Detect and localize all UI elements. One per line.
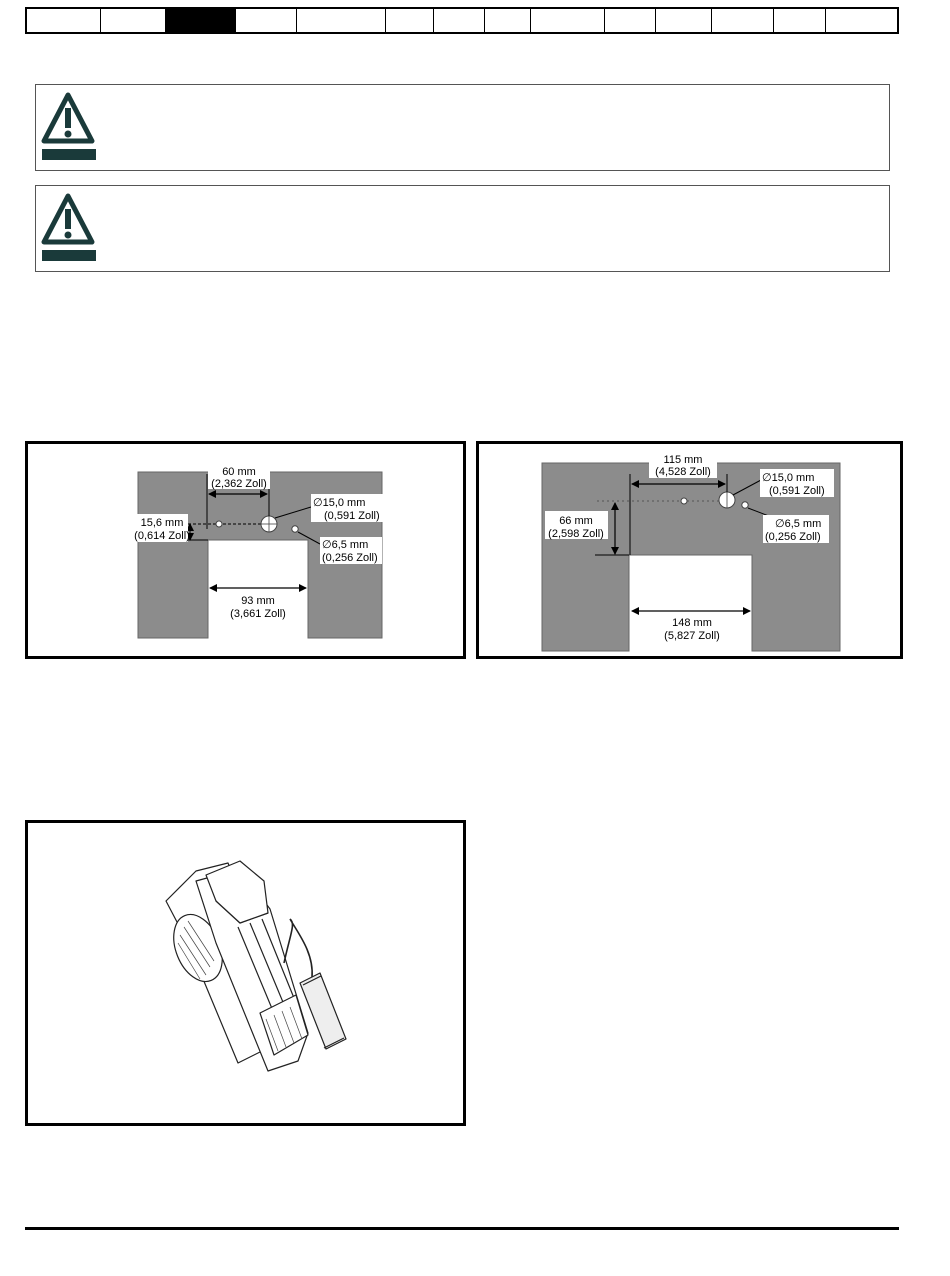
footer-divider [25,1227,899,1230]
warning-box [35,84,890,171]
nav-tab[interactable] [531,9,605,32]
dim-label: (0,256 Zoll) [765,531,821,543]
warning-triangle-icon [40,89,96,165]
small-hole [216,521,222,527]
nav-tab[interactable] [434,9,485,32]
mounting-dimensions-figure-2 [476,441,903,659]
dim-label: (3,661 Zoll) [230,608,286,620]
dim-label: (2,362 Zoll) [211,478,267,490]
dim-label: 15,6 mm [140,517,184,529]
dim-label: (2,598 Zoll) [548,528,604,540]
nav-tab[interactable] [485,9,531,32]
nav-tab[interactable] [27,9,101,32]
warning-triangle-icon [40,190,96,266]
nav-tab[interactable] [712,9,774,32]
dim-label: (4,528 Zoll) [655,466,711,478]
dim-label: (0,591 Zoll) [769,485,825,497]
nav-tab[interactable] [826,9,897,32]
chapter-navigation-bar [25,7,899,34]
warning-box [35,185,890,272]
nav-tab[interactable] [774,9,826,32]
drive-with-braking-resistor-illustration [28,823,463,1123]
dim-label: (0,614 Zoll) [134,530,190,542]
dim-label: (5,827 Zoll) [664,630,720,642]
dim-label: 93 mm [241,595,275,607]
dim-label: ∅6,5 mm [322,539,369,551]
nav-tab[interactable] [236,9,297,32]
small-hole [292,526,298,532]
small-hole [742,502,748,508]
mounting-dimensions-figure-1 [25,441,466,659]
drive-illustration-figure [25,820,466,1126]
nav-tab[interactable] [386,9,434,32]
dim-label: (0,591 Zoll) [324,510,380,522]
nav-tab-active[interactable] [166,9,236,32]
nav-tab[interactable] [101,9,166,32]
dim-label: ∅15,0 mm [313,497,366,509]
dim-label: ∅6,5 mm [775,518,822,530]
dim-label: 148 mm [672,617,712,629]
nav-tab[interactable] [297,9,386,32]
small-hole [681,498,687,504]
dim-label: (0,256 Zoll) [322,552,378,564]
dim-label: 66 mm [559,515,593,527]
dim-label: ∅15,0 mm [762,472,815,484]
dim-label: 115 mm [663,454,703,466]
nav-tab[interactable] [656,9,712,32]
dim-label: 60 mm [222,466,256,478]
nav-tab[interactable] [605,9,656,32]
